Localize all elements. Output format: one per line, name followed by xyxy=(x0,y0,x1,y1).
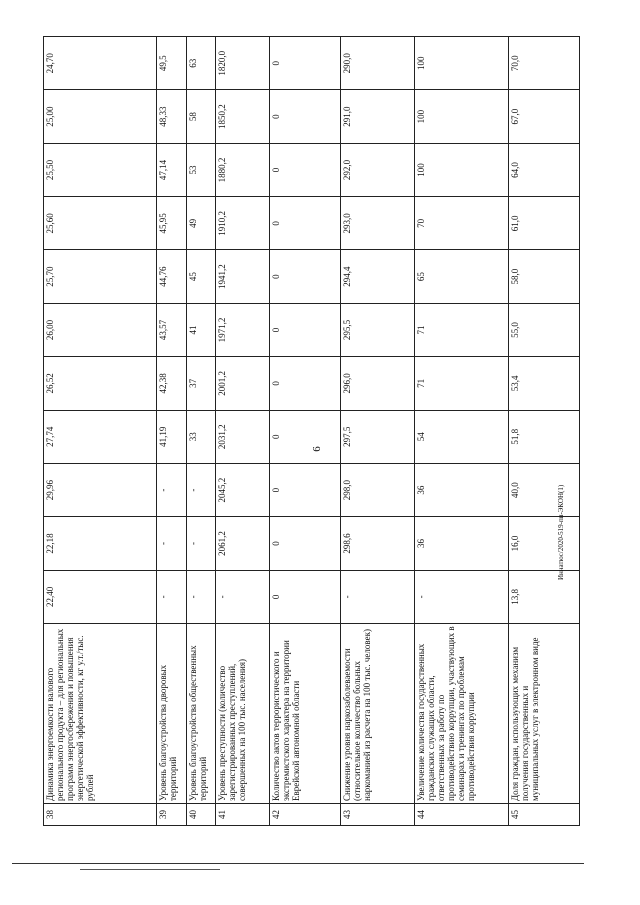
indicator-value: - xyxy=(157,517,187,570)
indicator-value: 29,96 xyxy=(44,463,157,516)
indicator-value: 33 xyxy=(186,410,216,463)
indicator-value: 64,0 xyxy=(508,143,579,196)
indicator-value: 44,76 xyxy=(157,250,187,303)
indicator-value: 2061,2 xyxy=(216,517,270,570)
indicator-value: 45,95 xyxy=(157,197,187,250)
row-number: 39 xyxy=(157,804,187,826)
indicator-value: 47,14 xyxy=(157,143,187,196)
indicator-value: 0 xyxy=(270,37,341,90)
indicator-value: 24,70 xyxy=(44,37,157,90)
row-number: 42 xyxy=(270,804,341,826)
indicator-value: 1941,2 xyxy=(216,250,270,303)
indicator-value: 0 xyxy=(270,197,341,250)
indicator-value: 0 xyxy=(270,570,341,623)
indicator-value: 291,0 xyxy=(341,90,415,143)
table-row xyxy=(216,37,270,826)
indicator-value: 2031,2 xyxy=(216,410,270,463)
indicator-value: 53 xyxy=(186,143,216,196)
indicator-value: 58 xyxy=(186,90,216,143)
indicator-value: 36 xyxy=(415,463,508,516)
footer-rule-short xyxy=(80,869,220,870)
indicator-table xyxy=(43,36,580,826)
indicator-name: Уровень преступности (количество зарегистрированных преступлений, совершенных на 100 тыс. населения) xyxy=(216,624,270,804)
indicator-value: - xyxy=(186,463,216,516)
indicator-name: Увеличение количества государственных гражданских служащих области, ответственных за работу по противодействию коррупции, участвующих в семинарах и тренингах по проблемам противодействия коррупции xyxy=(415,624,508,804)
indicator-value: 0 xyxy=(270,250,341,303)
indicator-value: 294,4 xyxy=(341,250,415,303)
indicator-value: 49 xyxy=(186,197,216,250)
indicator-value: 298,0 xyxy=(341,463,415,516)
indicator-name: Снижение уровня наркозаболеваемости (относительное количество больных наркоманией из расчета на 100 тыс. человек) xyxy=(341,624,415,804)
indicator-value: - xyxy=(157,570,187,623)
indicator-value: 43,57 xyxy=(157,303,187,356)
indicator-value: 292,0 xyxy=(341,143,415,196)
indicator-value: 1971,2 xyxy=(216,303,270,356)
table-row xyxy=(508,37,579,826)
indicator-table-container xyxy=(43,36,580,826)
indicator-value: 0 xyxy=(270,303,341,356)
indicator-value: 13,8 xyxy=(508,570,579,623)
indicator-value: 100 xyxy=(415,143,508,196)
indicator-value: 65 xyxy=(415,250,508,303)
table-row xyxy=(270,37,341,826)
indicator-value: 295,5 xyxy=(341,303,415,356)
indicator-value: 25,60 xyxy=(44,197,157,250)
row-number: 43 xyxy=(341,804,415,826)
table-row xyxy=(341,37,415,826)
indicator-value: 48,33 xyxy=(157,90,187,143)
indicator-value: 290,0 xyxy=(341,37,415,90)
indicator-value: 40,0 xyxy=(508,463,579,516)
indicator-value: 70,0 xyxy=(508,37,579,90)
indicator-value: 0 xyxy=(270,90,341,143)
indicator-value: 0 xyxy=(270,143,341,196)
indicator-value: 45 xyxy=(186,250,216,303)
indicator-value: 41 xyxy=(186,303,216,356)
indicator-value: 296,0 xyxy=(341,357,415,410)
indicator-value: 0 xyxy=(270,517,341,570)
indicator-name: Динамика энергоемкости валового регионального продукта – для региональных программ энергосбережения и повышения энергетической эффективности, кг у.т./тыс. рублей xyxy=(44,624,157,804)
footer-rule xyxy=(12,863,584,864)
indicator-value: 26,52 xyxy=(44,357,157,410)
indicator-value: 298,6 xyxy=(341,517,415,570)
indicator-value: 26,00 xyxy=(44,303,157,356)
indicator-value: 2001,2 xyxy=(216,357,270,410)
indicator-value: 54 xyxy=(415,410,508,463)
indicator-value: - xyxy=(157,463,187,516)
indicator-name: Количество актов террористического и экстремистского характера на территории Еврейской автономной области xyxy=(270,624,341,804)
indicator-value: 63 xyxy=(186,37,216,90)
indicator-table-rotated xyxy=(43,36,580,826)
row-number: 40 xyxy=(186,804,216,826)
indicator-value: 71 xyxy=(415,357,508,410)
indicator-value: 71 xyxy=(415,303,508,356)
indicator-value: 61,0 xyxy=(508,197,579,250)
indicator-name: Уровень благоустройства дворовых территорий xyxy=(157,624,187,804)
indicator-name: Доля граждан, использующих механизм получения государственных и муниципальных услуг в электронном виде xyxy=(508,624,579,804)
indicator-value: 100 xyxy=(415,90,508,143)
document-id: Иннатюс/2020-519-пп-ЭКОН(1) xyxy=(557,484,565,580)
row-number: 45 xyxy=(508,804,579,826)
indicator-value: 0 xyxy=(270,357,341,410)
indicator-value: 70 xyxy=(415,197,508,250)
indicator-value: 25,50 xyxy=(44,143,157,196)
indicator-value: 22,18 xyxy=(44,517,157,570)
indicator-value: 25,00 xyxy=(44,90,157,143)
table-row xyxy=(415,37,508,826)
indicator-value: 1880,2 xyxy=(216,143,270,196)
indicator-value: - xyxy=(415,570,508,623)
indicator-value: 41,19 xyxy=(157,410,187,463)
row-number: 41 xyxy=(216,804,270,826)
indicator-value: 42,38 xyxy=(157,357,187,410)
indicator-value: 51,8 xyxy=(508,410,579,463)
indicator-value: 36 xyxy=(415,517,508,570)
indicator-value: 0 xyxy=(270,410,341,463)
row-number: 38 xyxy=(44,804,157,826)
indicator-value: 55,0 xyxy=(508,303,579,356)
indicator-value: - xyxy=(186,570,216,623)
indicator-value: 1850,2 xyxy=(216,90,270,143)
indicator-value: 297,5 xyxy=(341,410,415,463)
indicator-value: 27,74 xyxy=(44,410,157,463)
indicator-value: 67,0 xyxy=(508,90,579,143)
indicator-value: 58,0 xyxy=(508,250,579,303)
indicator-value: 22,40 xyxy=(44,570,157,623)
indicator-value: 16,0 xyxy=(508,517,579,570)
page-number: 6 xyxy=(310,446,323,452)
row-number: 44 xyxy=(415,804,508,826)
table-row xyxy=(157,37,187,826)
indicator-value: 100 xyxy=(415,37,508,90)
table-row xyxy=(44,37,157,826)
indicator-value: 1910,2 xyxy=(216,197,270,250)
indicator-value: - xyxy=(186,517,216,570)
indicator-value: - xyxy=(216,570,270,623)
indicator-value: 0 xyxy=(270,463,341,516)
indicator-value: - xyxy=(341,570,415,623)
indicator-value: 49,5 xyxy=(157,37,187,90)
indicator-value: 37 xyxy=(186,357,216,410)
indicator-value: 1820,0 xyxy=(216,37,270,90)
table-row xyxy=(186,37,216,826)
indicator-value: 2045,2 xyxy=(216,463,270,516)
indicator-name: Уровень благоустройства общественных территорий xyxy=(186,624,216,804)
indicator-value: 25,70 xyxy=(44,250,157,303)
indicator-value: 293,0 xyxy=(341,197,415,250)
indicator-value: 53,4 xyxy=(508,357,579,410)
